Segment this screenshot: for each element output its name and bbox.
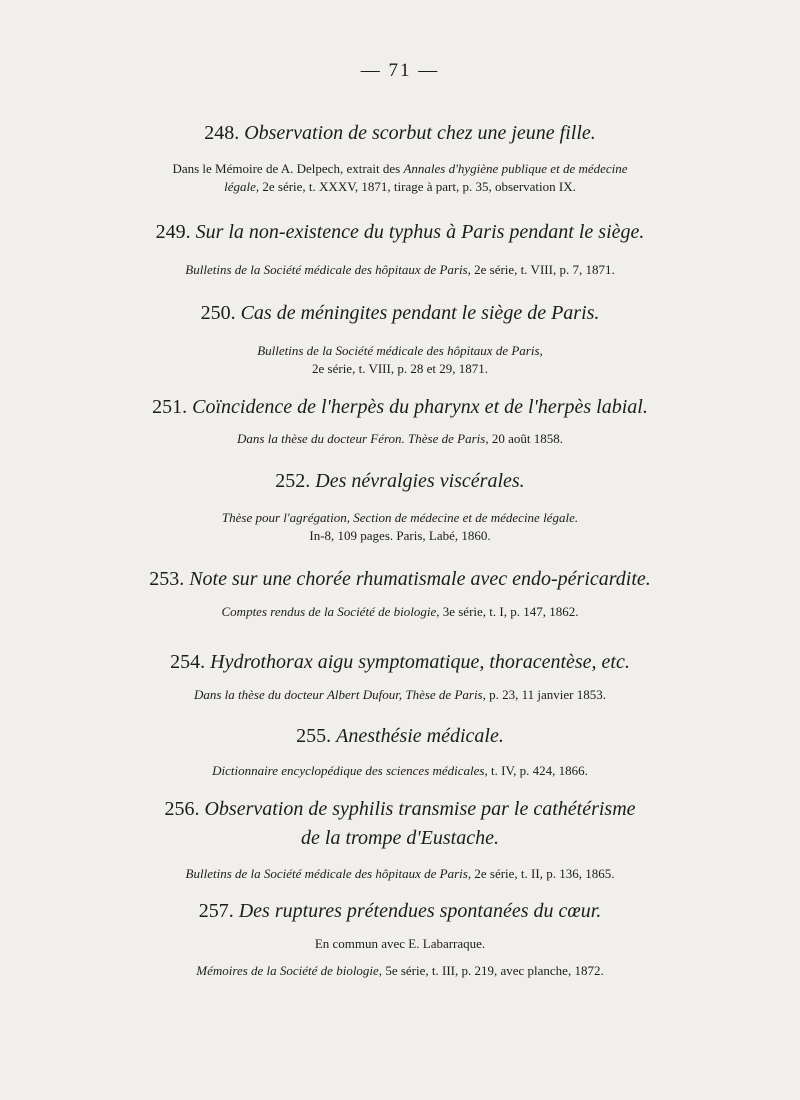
entry-reference — [0, 687, 800, 703]
reference-italic: Annales d'hygiène publique et de médecine — [403, 161, 628, 176]
entry-reference — [0, 179, 800, 195]
reference-text: 2e série, t. VIII, p. 7, 1871. — [470, 262, 615, 277]
entry-reference — [0, 763, 800, 779]
entry-reference — [0, 361, 800, 377]
entry-number: 254. — [170, 651, 206, 673]
entry-title-text: de la trompe d'Eustache. — [301, 827, 499, 849]
entry-title — [0, 122, 800, 145]
entry-title-text: Coïncidence de l'herpès du pharynx et de l'herpès labial. — [192, 396, 648, 418]
entry-reference — [0, 936, 800, 952]
entry-title — [0, 302, 800, 325]
reference-text: Dans le Mémoire de A. Delpech, extrait des — [172, 161, 404, 176]
entry-number: 255. — [296, 725, 332, 747]
entry-reference — [0, 528, 800, 544]
reference-italic: Dictionnaire encyclopédique des sciences médicales, — [212, 763, 488, 778]
entry-title — [0, 900, 800, 923]
entry-number: 252. — [275, 470, 311, 492]
reference-text: 2e série, t. VIII, p. 28 et 29, 1871. — [312, 361, 488, 376]
entry-title — [0, 221, 800, 244]
entry-title — [0, 725, 800, 748]
reference-text: 2e série, t. XXXV, 1871, tirage à part, p. 35, observation IX. — [259, 179, 576, 194]
reference-text: 5e série, t. III, p. 219, avec planche, 1872. — [382, 963, 604, 978]
reference-italic: Bulletins de la Société médicale des hôpitaux de Paris, — [185, 866, 472, 881]
reference-italic: Bulletins de la Société médicale des hôpitaux de Paris, — [185, 262, 471, 277]
reference-text: 2e série, t. II, p. 136, 1865. — [471, 866, 615, 881]
entry-number: 253. — [149, 568, 185, 590]
reference-text: En commun avec E. Labarraque. — [314, 936, 486, 951]
entry-title — [0, 470, 800, 493]
entry-reference — [0, 963, 800, 979]
entry-reference — [0, 510, 800, 526]
entry-reference — [0, 866, 800, 882]
entry-title-text: Des névralgies viscérales. — [315, 470, 525, 492]
entry-number: 256. — [164, 798, 200, 820]
reference-text: 3e série, t. I, p. 147, 1862. — [439, 604, 579, 619]
entry-title-text: Des ruptures prétendues spontanées du cœur. — [238, 900, 602, 922]
entry-reference — [0, 604, 800, 620]
reference-italic: Dans la thèse du docteur Féron. Thèse de Paris, — [237, 431, 489, 446]
entry-number: 248. — [204, 122, 240, 144]
entry-title — [0, 568, 800, 591]
entry-title-text: Anesthésie médicale. — [336, 725, 504, 747]
page-number: — 71 — — [360, 60, 440, 81]
entry-title-text: Hydrothorax aigu symptomatique, thoracentèse, etc. — [210, 651, 630, 673]
reference-text: t. IV, p. 424, 1866. — [487, 763, 588, 778]
reference-italic: Mémoires de la Société de biologie, — [196, 963, 383, 978]
entry-title-text: Sur la non-existence du typhus à Paris pendant le siège. — [195, 221, 645, 243]
entry-title — [0, 651, 800, 674]
reference-text: 20 août 1858. — [488, 431, 563, 446]
reference-text: In-8, 109 pages. Paris, Labé, 1860. — [309, 528, 491, 543]
entry-reference — [0, 262, 800, 278]
reference-italic: Comptes rendus de la Société de biologie, — [221, 604, 440, 619]
entry-title-text: Cas de méningites pendant le siège de Paris. — [240, 302, 600, 324]
reference-italic: Dans la thèse du docteur Albert Dufour, Thèse de Paris, — [193, 687, 486, 702]
entry-title-text: Observation de scorbut chez une jeune fille. — [244, 122, 596, 144]
entry-number: 257. — [198, 900, 234, 922]
entry-number: 251. — [152, 396, 188, 418]
entry-title-text: Note sur une chorée rhumatismale avec endo-péricardite. — [189, 568, 651, 590]
entry-title-text: Observation de syphilis transmise par le cathétérisme — [204, 798, 636, 820]
reference-text: p. 23, 11 janvier 1853. — [485, 687, 606, 702]
entry-title-continued — [0, 827, 800, 850]
entry-title — [0, 798, 800, 821]
reference-italic: Bulletins de la Société médicale des hôpitaux de Paris, — [257, 343, 543, 358]
reference-italic: Thèse pour l'agrégation, Section de médecine et de médecine légale. — [221, 510, 579, 525]
entry-number: 250. — [200, 302, 236, 324]
entry-title — [0, 396, 800, 419]
entry-number: 249. — [155, 221, 191, 243]
entry-reference — [0, 431, 800, 447]
entry-reference — [0, 343, 800, 359]
entry-reference — [0, 161, 800, 177]
reference-italic: légale, — [224, 179, 260, 194]
